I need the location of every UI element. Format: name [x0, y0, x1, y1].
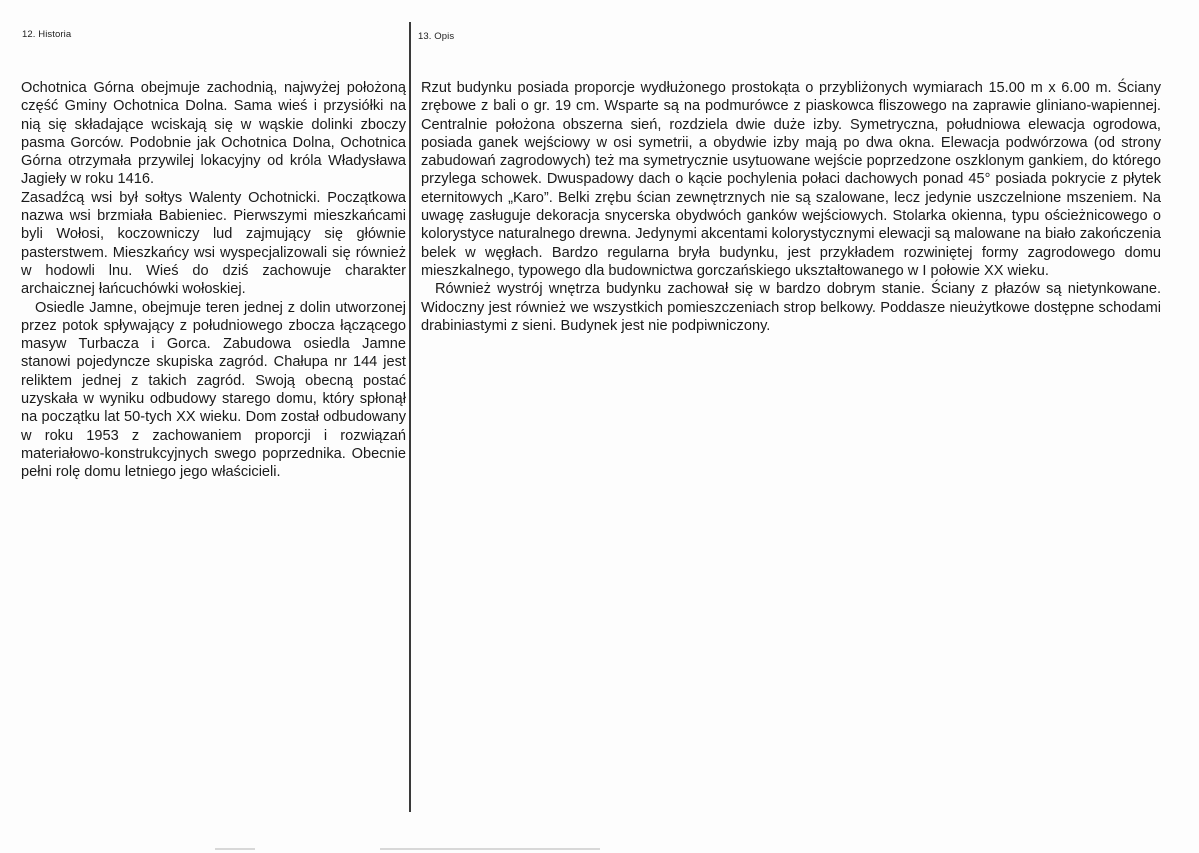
- section-heading-historia: 12. Historia: [22, 29, 72, 40]
- scan-edge-marks: [0, 843, 1199, 853]
- opis-paragraph-2: Również wystrój wnętrza budynku zachował się w bardzo dobrym stanie. Ściany z płazów są nietynkowane. Widoczny jest również we wszystkich pomieszczeniach strop belkowy. Poddasze nieużytkowe dostępne schodami drabiniastymi z sieni. Budynek jest nie podpiwniczony.: [421, 281, 1161, 334]
- column-divider: [409, 22, 411, 812]
- historia-paragraph-2: Zasadźcą wsi był sołtys Walenty Ochotnicki. Początkowa nazwa wsi brzmiała Babieniec. Pierwszymi mieszkańcami byli Wołosi, koczowniczy lud zajmujący się głównie pasterstwem. Mieszkańcy wsi wyspecjalizowali się również w hodowli lnu. Wieś do dziś zachowuje charakter archaicznej łańcuchówki wołoskiej.: [21, 189, 406, 298]
- scan-mark: [215, 848, 255, 850]
- section-heading-opis: 13. Opis: [418, 31, 455, 42]
- opis-column: [421, 79, 1161, 335]
- historia-paragraph-3: Osiedle Jamne, obejmuje teren jednej z dolin utworzonej przez potok spływający z południowego zbocza łączącego masyw Turbacza i Gorca. Zabudowa osiedla Jamne stanowi pojedyncze skupiska zagród. Chałupa nr 144 jest reliktem jednej z takich zagród. Swoją obecną postać uzyskała w wyniku odbudowy starego domu, który spłonął na początku lat 50-tych XX wieku. Dom został odbudowany w roku 1953 z zachowaniem proporcji i rozwiązań materiałowo-konstrukcyjnych swego poprzednika. Obecnie pełni rolę domu letniego jego właścicieli.: [21, 299, 406, 481]
- historia-column: [21, 79, 406, 482]
- opis-paragraph-1: Rzut budynku posiada proporcje wydłużonego prostokąta o przybliżonych wymiarach 15.00 m x 6.00 m. Ściany zrębowe z bali o gr. 19 cm. Wsparte są na podmurówce z piaskowca fliszowego na zaprawie gliniano-wapiennej. Centralnie położona obszerna sień, rozdziela dwie duże izby. Symetryczna, południowa elewacja ogrodowa, posiada ganek wejściowy w osi symetrii, a obydwie izby mają po dwa okna. Elewacja podwórzowa (od strony zabudowań zagrodowych) też ma symetrycznie usytuowane wejście poprzedzone oszklonym gankiem, do którego przylega schowek. Dwuspadowy dach o kącie pochylenia połaci dachowych ponad 45° posiada pokrycie z płytek eternitowych „Karo”. Belki zrębu ścian zewnętrznych nie są szalowane, lecz jedynie uszczelnione mszeniem. Na uwagę zasługuje dekoracja snycerska obydwóch ganków wejściowych. Stolarka okienna, typu ościeżnicowego o kolorystyce naturalnego drewna. Jedynymi akcentami kolorystycznymi elewacji są malowane na biało zakończenia belek w węgłach. Bardzo regularna bryła budynku, jest przykładem rozwiniętej formy zagrodowego domu mieszkalnego, typowego dla budownictwa gorczańskiego ukształtowanego w I połowie XX wieku.: [421, 80, 1161, 279]
- scan-mark: [380, 848, 600, 850]
- historia-paragraph-1: Ochotnica Górna obejmuje zachodnią, najwyżej położoną część Gminy Ochotnica Dolna. Sama wieś i przysiółki na nią się składające wciskają się w wąskie dolinki zboczy pasma Gorców. Podobnie jak Ochotnica Dolna, Ochotnica Górna otrzymała przywilej lokacyjny od króla Władysława Jagieły w roku 1416.: [21, 80, 406, 188]
